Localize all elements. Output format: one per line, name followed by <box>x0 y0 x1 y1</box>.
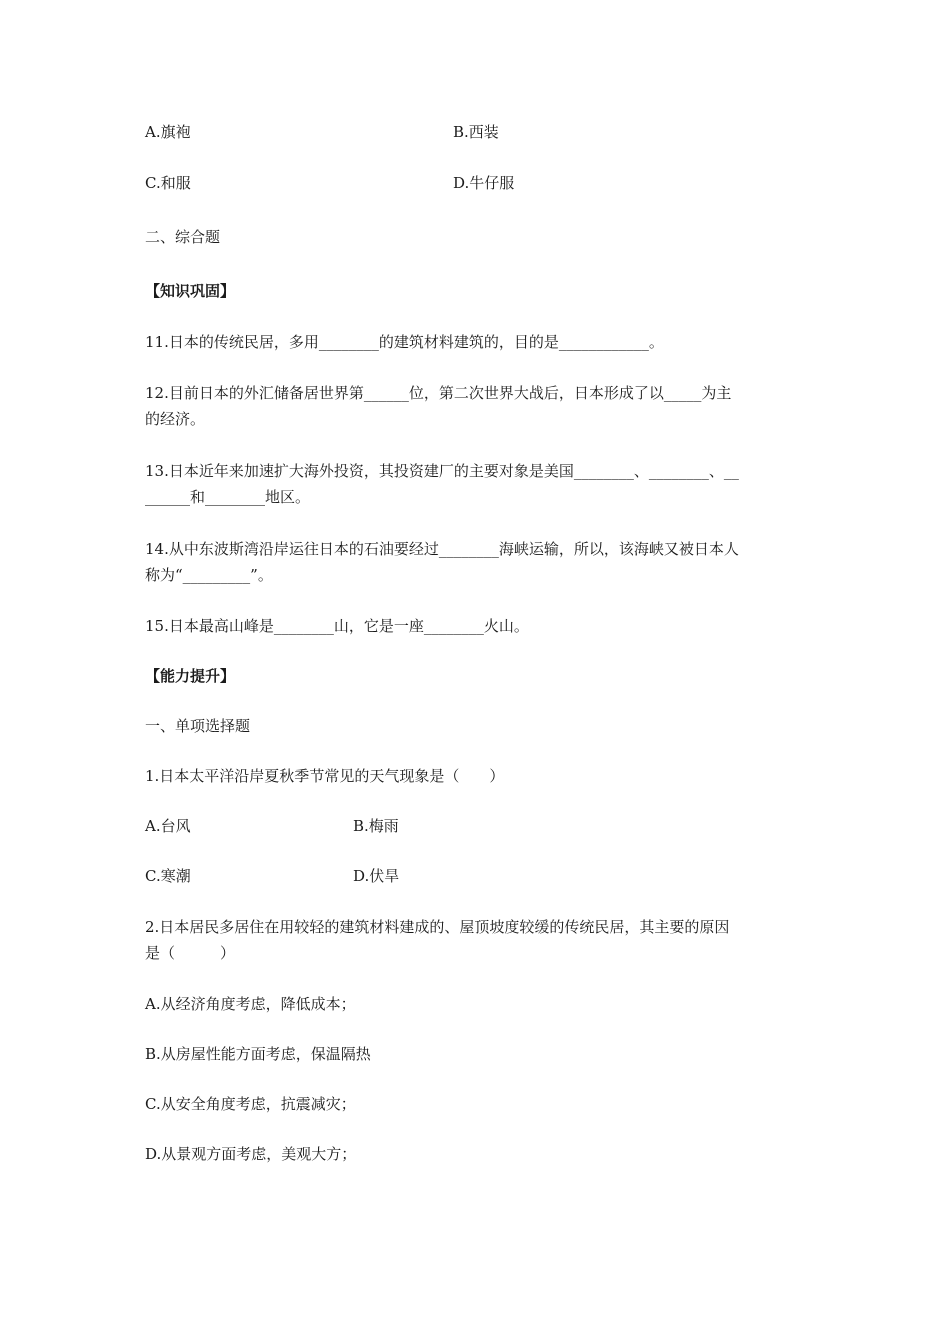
question-12-line-1: 12.目前日本的外汇储备居世界第______位，第二次世界大战后，日本形成了以_____为主 <box>145 384 732 402</box>
practice-2-option-b: B.从房屋性能方面考虑，保温隔热 <box>145 1045 371 1063</box>
question-14-line-2: 称为“_________”。 <box>145 566 273 584</box>
section-2-title: 二、综合题 <box>145 228 221 246</box>
question-13-line-1: 13.日本近年来加速扩大海外投资，其投资建厂的主要对象是美国________、________、__ <box>145 462 739 480</box>
question-15: 15.日本最高山峰是________山，它是一座________火山。 <box>145 617 529 635</box>
practice-1-option-b: B.梅雨 <box>353 817 399 835</box>
practice-2-stem-line-1: 2.日本居民多居住在用较轻的建筑材料建成的、屋顶坡度较缓的传统民居，其主要的原因 <box>145 918 730 936</box>
question-13-line-2: ______和________地区。 <box>145 488 311 506</box>
practice-2-option-c: C.从安全角度考虑，抗震减灾； <box>145 1095 356 1113</box>
q10-option-a: A.旗袍 <box>145 123 191 141</box>
practice-2-option-a: A.从经济角度考虑，降低成本； <box>145 995 356 1013</box>
question-14-line-1: 14.从中东波斯湾沿岸运往日本的石油要经过________海峡运输，所以，该海峡又被日本人 <box>145 540 739 558</box>
ability-heading: 【能力提升】 <box>145 667 236 685</box>
practice-1-option-d: D.伏旱 <box>353 867 400 885</box>
section-1-title: 一、单项选择题 <box>145 717 251 735</box>
q10-option-b: B.西装 <box>453 123 499 141</box>
practice-1-option-a: A.台风 <box>145 817 191 835</box>
knowledge-heading: 【知识巩固】 <box>145 282 236 300</box>
q10-option-d: D.牛仔服 <box>453 174 515 192</box>
practice-2-stem-line-2: 是（ ） <box>145 944 236 962</box>
practice-1-option-c: C.寒潮 <box>145 867 191 885</box>
practice-1-stem: 1.日本太平洋沿岸夏秋季节常见的天气现象是（ ） <box>145 767 505 785</box>
question-11: 11.日本的传统民居，多用________的建筑材料建筑的，目的是____________。 <box>145 333 664 351</box>
practice-2-option-d: D.从景观方面考虑，美观大方； <box>145 1145 357 1163</box>
q10-option-c: C.和服 <box>145 174 191 192</box>
question-12-line-2: 的经济。 <box>145 410 206 428</box>
